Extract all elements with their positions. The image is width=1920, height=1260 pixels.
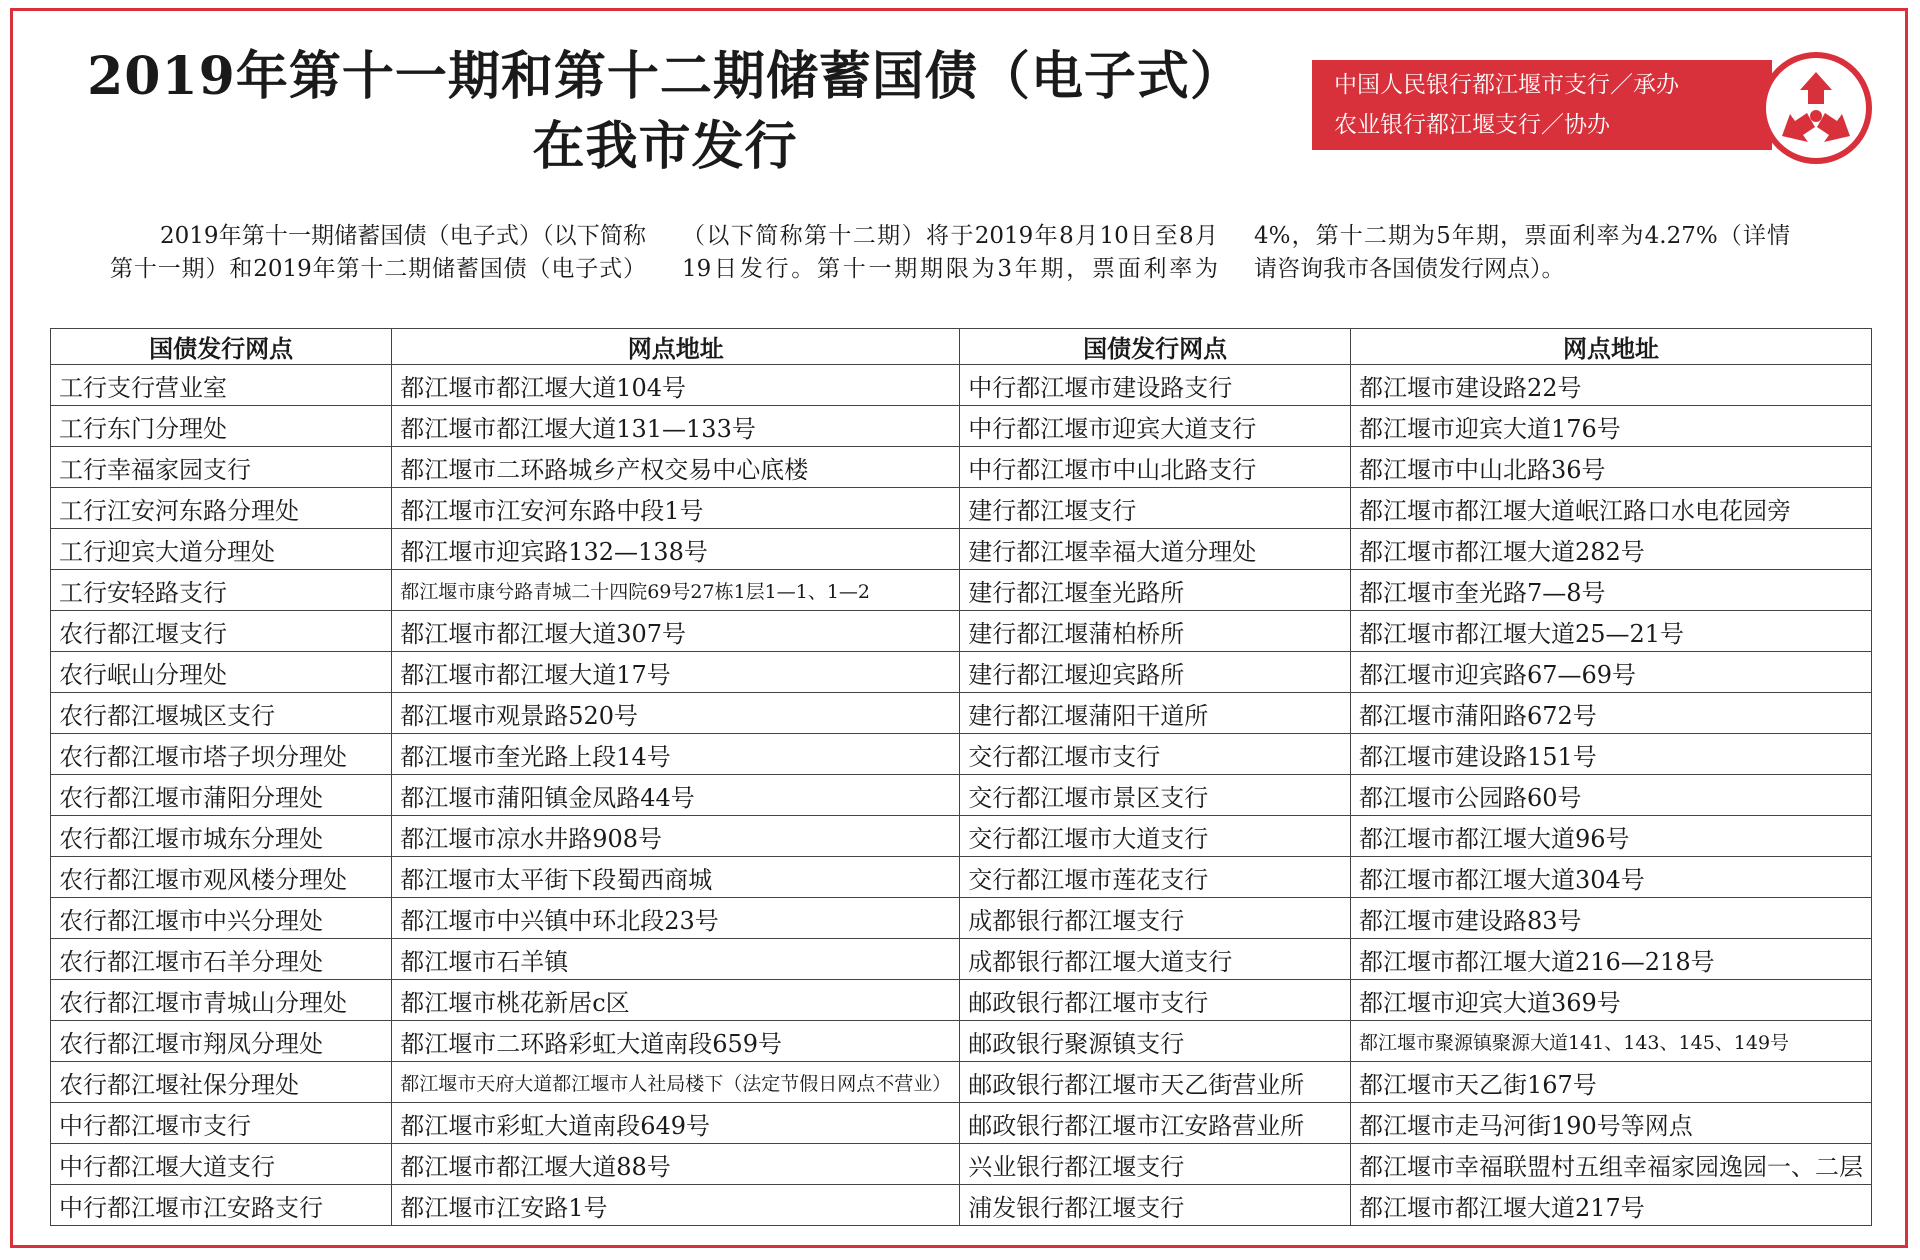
cell-site-right: 成都银行都江堰支行 [960, 898, 1351, 939]
table-row [51, 1021, 1872, 1062]
table-row [51, 570, 1872, 611]
cell-address-left: 都江堰市桃花新居c区 [392, 980, 960, 1021]
table-row [51, 529, 1872, 570]
table-row [51, 1103, 1872, 1144]
cell-address-right: 都江堰市奎光路7—8号 [1350, 570, 1871, 611]
cell-site-right: 建行都江堰支行 [960, 488, 1351, 529]
cell-site-right: 中行都江堰市中山北路支行 [960, 447, 1351, 488]
cell-address-right: 都江堰市建设路151号 [1350, 734, 1871, 775]
issuance-sites-table [50, 328, 1872, 1226]
cell-address-right: 都江堰市建设路83号 [1350, 898, 1871, 939]
table-row [51, 1144, 1872, 1185]
cell-site-left: 农行岷山分理处 [51, 652, 392, 693]
header-site-right: 国债发行网点 [960, 329, 1351, 365]
cell-site-right: 成都银行都江堰大道支行 [960, 939, 1351, 980]
cell-address-right: 都江堰市都江堰大道25—21号 [1350, 611, 1871, 652]
intro-paragraph: 2019年第十一期储蓄国债（电子式）（以下简称第十一期）和2019年第十二期储蓄国债（电子式）（以下简称第十二期）将于2019年8月10日至8月19日发行。第十一期期限为3年期，票面利率为4%，第十二期为5年期，票面利率为4.27%（详情请咨询我市各国债发行网点）。 [110, 223, 1790, 282]
cell-site-right: 建行都江堰幸福大道分理处 [960, 529, 1351, 570]
cell-site-left: 农行都江堰市城东分理处 [51, 816, 392, 857]
cell-address-left: 都江堰市都江堰大道17号 [392, 652, 960, 693]
cell-site-right: 兴业银行都江堰支行 [960, 1144, 1351, 1185]
cell-address-left: 都江堰市中兴镇中环北段23号 [392, 898, 960, 939]
cell-address-right: 都江堰市天乙街167号 [1350, 1062, 1871, 1103]
cell-address-right: 都江堰市建设路22号 [1350, 365, 1871, 406]
cell-site-right: 建行都江堰蒲阳干道所 [960, 693, 1351, 734]
cell-address-right: 都江堰市公园路60号 [1350, 775, 1871, 816]
cell-address-right: 都江堰市中山北路36号 [1350, 447, 1871, 488]
cell-site-right: 建行都江堰迎宾路所 [960, 652, 1351, 693]
co-organizer-line: 农业银行都江堰支行／协办 [1334, 112, 1610, 138]
table-row [51, 939, 1872, 980]
cell-site-left: 农行都江堰市中兴分理处 [51, 898, 392, 939]
table-row [51, 1185, 1872, 1226]
header-site-left: 国债发行网点 [51, 329, 392, 365]
cell-site-left: 农行都江堰市翔凤分理处 [51, 1021, 392, 1062]
cell-site-left: 工行东门分理处 [51, 406, 392, 447]
cell-site-left: 中行都江堰大道支行 [51, 1144, 392, 1185]
cell-address-right: 都江堰市迎宾大道369号 [1350, 980, 1871, 1021]
table-row [51, 816, 1872, 857]
cell-site-right: 交行都江堰市景区支行 [960, 775, 1351, 816]
cell-site-right: 邮政银行都江堰市支行 [960, 980, 1351, 1021]
cell-site-left: 农行都江堰市观风楼分理处 [51, 857, 392, 898]
article-title [40, 42, 1290, 182]
cell-site-left: 中行都江堰市支行 [51, 1103, 392, 1144]
cell-address-right: 都江堰市迎宾路67—69号 [1350, 652, 1871, 693]
bank-emblem-icon [1760, 52, 1872, 164]
cell-address-right: 都江堰市都江堰大道282号 [1350, 529, 1871, 570]
cell-address-left: 都江堰市江安河东路中段1号 [392, 488, 960, 529]
table-row [51, 898, 1872, 939]
cell-site-left: 农行都江堰支行 [51, 611, 392, 652]
emblem-glyph [1774, 66, 1858, 150]
cell-site-left: 农行都江堰市塔子坝分理处 [51, 734, 392, 775]
table-row [51, 1062, 1872, 1103]
cell-address-right: 都江堰市聚源镇聚源大道141、143、145、149号 [1350, 1021, 1871, 1062]
table-row [51, 447, 1872, 488]
table-row [51, 406, 1872, 447]
cell-site-left: 农行都江堰城区支行 [51, 693, 392, 734]
table-row [51, 365, 1872, 406]
cell-address-left: 都江堰市二环路彩虹大道南段659号 [392, 1021, 960, 1062]
table-row [51, 611, 1872, 652]
cell-address-right: 都江堰市都江堰大道96号 [1350, 816, 1871, 857]
cell-address-left: 都江堰市都江堰大道104号 [392, 365, 960, 406]
table-row [51, 857, 1872, 898]
cell-site-left: 工行江安河东路分理处 [51, 488, 392, 529]
header-address-right: 网点地址 [1350, 329, 1871, 365]
cell-address-right: 都江堰市走马河街190号等网点 [1350, 1103, 1871, 1144]
cell-address-right: 都江堰市都江堰大道217号 [1350, 1185, 1871, 1226]
cell-site-left: 工行迎宾大道分理处 [51, 529, 392, 570]
cell-address-right: 都江堰市都江堰大道216—218号 [1350, 939, 1871, 980]
cell-site-right: 中行都江堰市建设路支行 [960, 365, 1351, 406]
cell-address-left: 都江堰市江安路1号 [392, 1185, 960, 1226]
cell-address-left: 都江堰市都江堰大道131—133号 [392, 406, 960, 447]
cell-address-right: 都江堰市蒲阳路672号 [1350, 693, 1871, 734]
cell-address-left: 都江堰市二环路城乡产权交易中心底楼 [392, 447, 960, 488]
cell-address-right: 都江堰市迎宾大道176号 [1350, 406, 1871, 447]
cell-site-left: 农行都江堰社保分理处 [51, 1062, 392, 1103]
cell-address-left: 都江堰市都江堰大道88号 [392, 1144, 960, 1185]
cell-address-right: 都江堰市都江堰大道304号 [1350, 857, 1871, 898]
cell-address-right: 都江堰市幸福联盟村五组幸福家园逸园一、二层 [1350, 1144, 1871, 1185]
cell-address-left: 都江堰市蒲阳镇金凤路44号 [392, 775, 960, 816]
table-row [51, 652, 1872, 693]
table-body [51, 365, 1872, 1226]
cell-address-left: 都江堰市彩虹大道南段649号 [392, 1103, 960, 1144]
cell-site-right: 建行都江堰蒲柏桥所 [960, 611, 1351, 652]
table-row [51, 488, 1872, 529]
title-line-1: 2019年第十一期和第十二期储蓄国债（电子式） [87, 46, 1243, 107]
title-line-2: 在我市发行 [532, 116, 798, 177]
cell-address-left: 都江堰市石羊镇 [392, 939, 960, 980]
organizer-line: 中国人民银行都江堰市支行／承办 [1334, 72, 1679, 98]
cell-site-left: 工行安轻路支行 [51, 570, 392, 611]
table-header-row [51, 329, 1872, 365]
header-address-left: 网点地址 [392, 329, 960, 365]
cell-site-left: 农行都江堰市石羊分理处 [51, 939, 392, 980]
cell-address-right: 都江堰市都江堰大道岷江路口水电花园旁 [1350, 488, 1871, 529]
cell-address-left: 都江堰市天府大道都江堰市人社局楼下（法定节假日网点不营业） [392, 1062, 960, 1103]
cell-site-right: 交行都江堰市大道支行 [960, 816, 1351, 857]
cell-site-right: 交行都江堰市莲花支行 [960, 857, 1351, 898]
cell-address-left: 都江堰市奎光路上段14号 [392, 734, 960, 775]
cell-site-right: 邮政银行都江堰市天乙街营业所 [960, 1062, 1351, 1103]
cell-address-left: 都江堰市康兮路青城二十四院69号27栋1层1—1、1—2 [392, 570, 960, 611]
table-row [51, 775, 1872, 816]
cell-address-left: 都江堰市观景路520号 [392, 693, 960, 734]
cell-site-left: 农行都江堰市蒲阳分理处 [51, 775, 392, 816]
cell-site-right: 邮政银行都江堰市江安路营业所 [960, 1103, 1351, 1144]
cell-site-left: 农行都江堰市青城山分理处 [51, 980, 392, 1021]
cell-site-right: 邮政银行聚源镇支行 [960, 1021, 1351, 1062]
cell-site-right: 中行都江堰市迎宾大道支行 [960, 406, 1351, 447]
cell-site-left: 中行都江堰市江安路支行 [51, 1185, 392, 1226]
cell-site-left: 工行幸福家园支行 [51, 447, 392, 488]
table-row [51, 734, 1872, 775]
cell-address-left: 都江堰市都江堰大道307号 [392, 611, 960, 652]
cell-site-left: 工行支行营业室 [51, 365, 392, 406]
cell-site-right: 交行都江堰市支行 [960, 734, 1351, 775]
cell-address-left: 都江堰市迎宾路132—138号 [392, 529, 960, 570]
cell-site-right: 浦发银行都江堰支行 [960, 1185, 1351, 1226]
cell-site-right: 建行都江堰奎光路所 [960, 570, 1351, 611]
cell-address-left: 都江堰市太平街下段蜀西商城 [392, 857, 960, 898]
table-row [51, 693, 1872, 734]
cell-address-left: 都江堰市凉水井路908号 [392, 816, 960, 857]
organizer-banner [1312, 60, 1772, 150]
table-row [51, 980, 1872, 1021]
